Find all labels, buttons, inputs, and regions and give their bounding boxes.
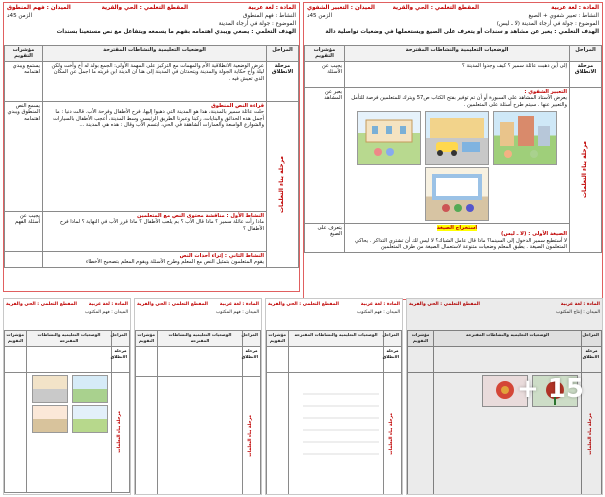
- subject-label: المادة : لغة عربية: [219, 302, 259, 307]
- col-eval: مؤشرات التقويم: [5, 331, 27, 347]
- segment-label: المقطع التعلمي : الحي والقرية: [137, 302, 208, 307]
- oral-text: يعرض الأستاذ المشاهد على السبورة أو أن تم توفير بفتح الكتاب ص57 ويترك للمتعلمين فرصة للتأمل والتعبير عنها . سيتم طرح أسئلة على المتعلمين .: [351, 95, 567, 108]
- formula-title: استخراج الصيغة: [436, 225, 478, 232]
- col-activities: الوضعيات التعليمية والنشاطات المقترحة: [27, 331, 112, 347]
- thumb-sheet-1[interactable]: [3, 298, 131, 495]
- stage-build: مرحلة بناء التعلمات: [588, 413, 594, 456]
- col-eval: مؤشرات التقويم: [267, 331, 289, 347]
- stage-build: مرحلة بناء التعلمات: [581, 141, 589, 199]
- lesson-table: [266, 330, 402, 495]
- col-stages: المراحل: [243, 331, 261, 347]
- time-label: الزمن 45د: [307, 13, 333, 19]
- stage-start-text: إلى أين ذهبت عائلة سمير ؟ كيف وجدوا المدينة ؟: [345, 61, 570, 87]
- oral-title: التعبير الشفوي :: [524, 88, 567, 95]
- lesson-sheet-right[interactable]: [303, 2, 603, 300]
- stage-build: مرحلة بناء التعلمات: [389, 413, 395, 456]
- stage-start-eval: يستمع ويبدي اهتمامه: [5, 61, 43, 101]
- thumb-image: [72, 405, 108, 433]
- subject-label: المادة : لغة عربية: [560, 302, 600, 307]
- col-stages: المراحل: [112, 331, 130, 347]
- thumb-sheet-4[interactable]: [406, 298, 603, 495]
- formula-sub: الصيغة الأولى : (لا ـ ليس): [501, 231, 567, 238]
- stage-build: مرحلة بناء التعلمات: [117, 411, 123, 454]
- sheet-header: [4, 3, 299, 28]
- stage-build: مرحلة بناء التعلمات: [248, 415, 254, 458]
- col-eval: مؤشرات التقويم: [305, 46, 345, 62]
- questions-block: [43, 211, 267, 251]
- subject-label: المادة : لغة عربية: [248, 5, 296, 11]
- enrich-text: يقوم المتعلمون بتمثيل النص مع المعلم وطرح الأسئلة ويقوم المعلم بتصحيح الأخطاء: [85, 259, 264, 266]
- thumb-sheet-2[interactable]: [134, 298, 262, 495]
- stage-start-text: عرض الوضعية الانطلاقية الأم والمهمات مع التركيز على المهمة الأولى: الجمع بولد له أخ وأخت ولكن ليلة وأخ حكاية الجولة والمدينة ويتحدثان في المدينة إلى هنا ان الدينة ابن قريته ما اجمل عن المكان الذي تعيش فيه .: [43, 61, 267, 101]
- topic-label: الموضوع : جولة في أرجاء المدينة (لا ـ ليس): [496, 21, 599, 27]
- time-label: الزمن 45د: [7, 13, 33, 19]
- lesson-table: [4, 330, 130, 493]
- stage-build: مرحلة بناء التعلمات: [278, 155, 286, 213]
- col-activities: الوضعيات التعليمية والنشاطات المقترحة: [158, 331, 243, 347]
- lesson-sheet-left[interactable]: [3, 2, 300, 292]
- col-activities: الوضعيات التعليمية والنشاطات المقترحة: [434, 331, 582, 347]
- subject-label: المادة : لغة عربية: [88, 302, 128, 307]
- col-stages: المراحل: [384, 331, 402, 347]
- col-stages: المراحل: [582, 331, 602, 347]
- enrich-block: [43, 251, 267, 267]
- segment-label: المقطع التعلمي : الحي والقرية: [101, 5, 189, 11]
- reading-block: [43, 101, 267, 211]
- thumb-sheet-3[interactable]: [265, 298, 403, 495]
- reading-title: قراءة النص المنطوق: [211, 102, 264, 109]
- col-eval: مؤشرات التقويم: [136, 331, 158, 347]
- field-label: الميدان : فهم المكتوب: [356, 310, 400, 315]
- scene-image-2: [425, 111, 489, 165]
- thumb-image: [72, 375, 108, 403]
- activity-label: النشاط : فهم المنطوق: [242, 13, 296, 19]
- stage-start: مرحلة الانطلاق: [570, 61, 602, 87]
- stage-start: مرحلة الانطلاق: [582, 346, 602, 372]
- field-label: الميدان : فهم المكتوب: [215, 310, 259, 315]
- writing-lines: [289, 372, 384, 495]
- oral-eval: يعبر عن المشاهد: [305, 87, 345, 223]
- scene-image-4: [425, 167, 489, 221]
- col-activities: الوضعيات التعليمية والنشاطات المقترحة: [345, 46, 570, 62]
- oral-block: [345, 87, 570, 223]
- stage-start-eval: يجيب عن الأسئلة: [305, 61, 345, 87]
- field-label: الميدان : فهم المنطوق: [7, 5, 71, 11]
- scene-images: [347, 110, 567, 222]
- field-label: الميدان : إنتاج المكتوب: [556, 310, 600, 315]
- thumb-images: [27, 372, 112, 492]
- field-label: الميدان : التعبير الشفوي: [307, 5, 375, 11]
- subject-label: المادة : لغة عربية: [360, 302, 400, 307]
- lesson-table: [135, 330, 261, 495]
- enrich-title: النشاط الثاني : إثراء أحداث النص: [179, 252, 264, 259]
- questions-text: ماذا رأت عائلة سمير ؟ ماذا قال الأب ؟ بم يلعب الأطفال ؟ ماذا قرر الأب في النهاية ؟ لماذا فرح الأطفال ؟: [59, 219, 264, 232]
- col-eval: مؤشرات التقويم: [408, 331, 434, 347]
- segment-label: المقطع التعلمي : الحي والقرية: [6, 302, 77, 307]
- scene-image-3: [357, 111, 421, 165]
- reading-eval: يسمع النص المنطوق ويبدي اهتمامه: [5, 101, 43, 211]
- sheet-header: [304, 3, 602, 28]
- col-activities: الوضعيات التعليمية والنشاطات المقترحة: [289, 331, 384, 347]
- thumb-image: [32, 405, 68, 433]
- subject-label: المادة : لغة عربية: [551, 5, 599, 11]
- lesson-table: [304, 45, 602, 253]
- col-stages: المراحل: [570, 46, 602, 62]
- questions-eval: يجيب عن أسئلة الفهم: [5, 211, 43, 251]
- col-stages: المراحل: [267, 46, 299, 62]
- segment-label: المقطع التعلمي : الحي والقرية: [392, 5, 480, 11]
- formula-text: لا أستطيع سمير الدخول إلى السينما؟ ماذا قال عامل الشباك؟ لا ليس لك أن تشتري التذاكر . يحاكي المتعلمون الصيغة . يطبق المعلم وضعيات متنوعة لاستعمال الصيغة من طرف المتعلمين: [354, 237, 567, 251]
- field-label: الميدان : فهم المكتوب: [84, 310, 128, 315]
- stage-start: مرحلة الانطلاق: [112, 346, 130, 372]
- col-eval: مؤشرات التقويم: [5, 46, 43, 62]
- formula-eval: يتعرف على الصيغ: [305, 224, 345, 253]
- segment-label: المقطع التعلمي : الحي والقرية: [409, 302, 480, 307]
- scene-image-1: [493, 111, 557, 165]
- writing-grid: [301, 374, 381, 484]
- formula-block: [345, 224, 570, 253]
- stage-start: مرحلة الانطلاق: [243, 346, 261, 376]
- goal-label: الهدف التعلمي : يعبر عن مشاهد و سندات أو يتعرف على الصيغ ويستعملها في وضعيات تواصلية دالة: [325, 29, 599, 35]
- activity-label: النشاط : تعبير شفوي + الصيغ: [528, 13, 599, 19]
- topic-label: الموضوع : جولة في أرجاء المدينة: [218, 21, 296, 27]
- reading-text: حلت عائلة سمير بالمدينة، هذا هو المدينة التي ذهبوا إليها، فرح الأطفال وفرحة الأب. قالت دنيا : ما أجمل هذه الحدائق والبنايات، ركبنا وعبرنا الطريق الرئيسي وسط المدينة، أعجب الأطفال بالسيارات والشوارع الواسعة والعمارات الشاهقة في الحي، ابتسم الأب وقال : هذه هي المدينة ...: [53, 109, 264, 129]
- more-pages-badge[interactable]: 15 +: [516, 374, 584, 404]
- questions-title: النشاط الأول : مناقشة محتوى النص مع المتعلمين: [136, 212, 264, 219]
- segment-label: المقطع التعلمي : الحي والقرية: [268, 302, 339, 307]
- goal-label: الهدف التعلمي : يصغي ويبدي اهتمامه بفهم ما يسمعه ويتفاعل مع نص مستعينا بسندات: [56, 29, 296, 35]
- stage-start: مرحلة الانطلاق: [267, 61, 299, 101]
- stage-start: مرحلة الانطلاق: [384, 346, 402, 372]
- col-activities: الوضعيات التعليمية والنشاطات المقترحة: [43, 46, 267, 62]
- thumb-image: [32, 375, 68, 403]
- lesson-table: [4, 45, 299, 268]
